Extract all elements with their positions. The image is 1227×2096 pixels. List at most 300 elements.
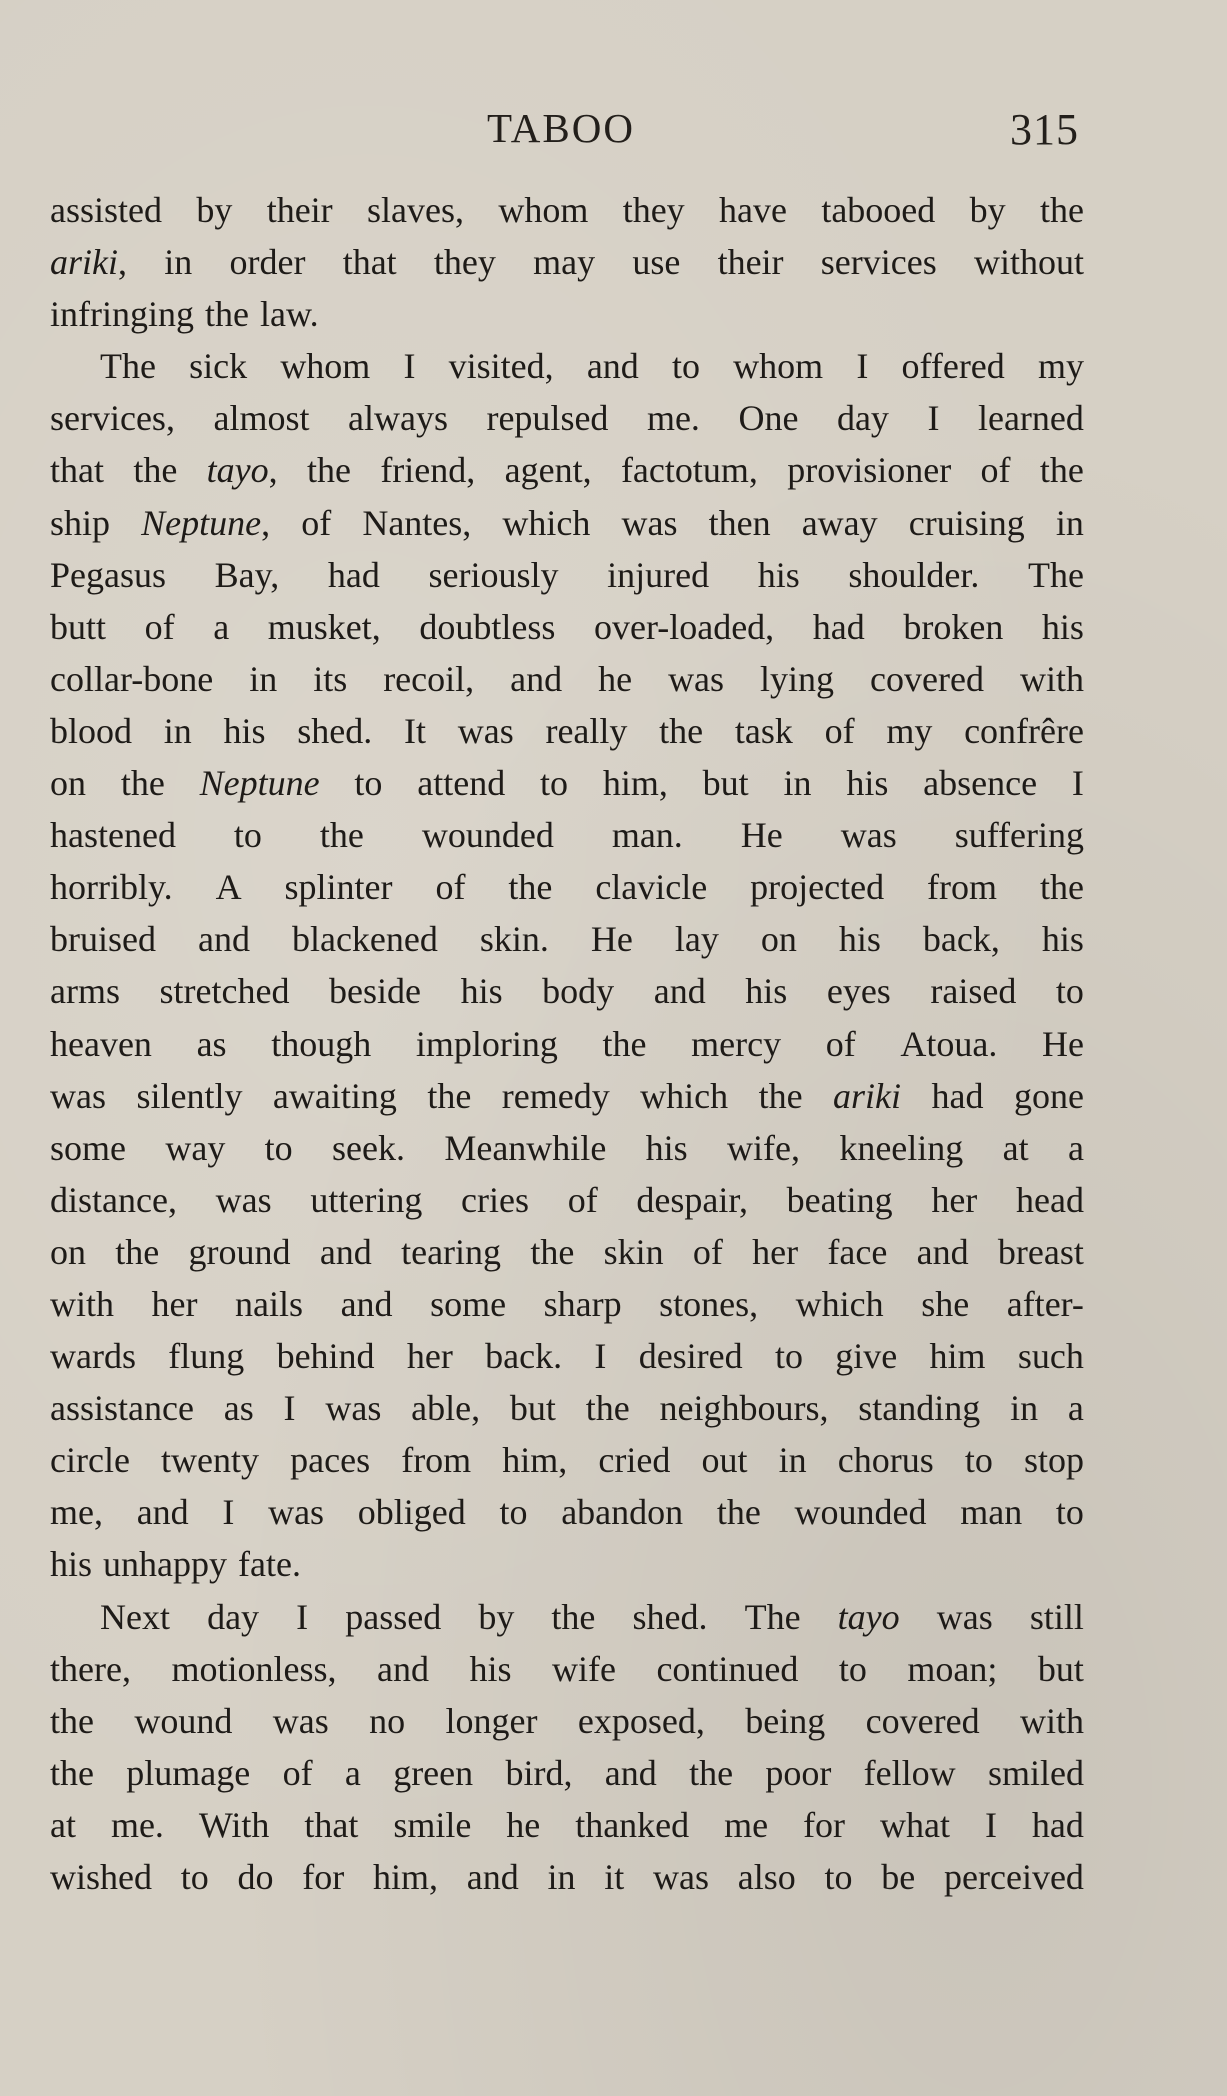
text-line: [50, 1643, 1084, 1695]
word: they: [622, 190, 685, 230]
word: to: [1055, 971, 1084, 1012]
word: they: [433, 242, 496, 283]
word: [207, 444, 278, 496]
text-line: [50, 861, 1084, 913]
word: green: [393, 1752, 474, 1793]
word: was: [668, 658, 725, 699]
word: wounded: [421, 815, 554, 856]
word: shoulder.: [848, 554, 980, 595]
word: longer: [445, 1700, 538, 1741]
word: blackened: [291, 919, 438, 960]
word: which: [640, 1075, 729, 1116]
chapter-title: TABOO: [487, 105, 635, 151]
body-text: [50, 184, 1084, 1903]
word: my: [1037, 346, 1084, 387]
word: [141, 497, 270, 549]
word: bird,: [505, 1752, 573, 1793]
word: a: [344, 1752, 361, 1793]
word: he: [598, 658, 633, 699]
word: agent,: [504, 450, 592, 491]
word: day: [207, 1596, 260, 1637]
word: with: [50, 1283, 115, 1324]
word: services,: [50, 398, 175, 439]
text-line: [50, 1278, 1084, 1330]
word: despair,: [636, 1179, 748, 1220]
word: I: [1071, 763, 1084, 804]
word: shed.: [632, 1596, 708, 1637]
word: still: [1029, 1596, 1084, 1637]
word: his: [1041, 606, 1084, 647]
word: to: [1055, 1492, 1084, 1533]
text-line: [50, 809, 1084, 861]
word: task: [734, 710, 793, 751]
word: in: [778, 1440, 807, 1481]
word: but: [1037, 1648, 1084, 1689]
word: a: [1067, 1127, 1084, 1168]
word: of: [692, 1231, 723, 1272]
word: of: [824, 710, 855, 751]
word: standing: [858, 1388, 981, 1429]
word: the: [115, 1231, 160, 1272]
word: attend: [417, 763, 506, 804]
word: Bay,: [214, 554, 280, 595]
word: was: [840, 815, 897, 856]
word: friend,: [380, 450, 476, 491]
word: he: [506, 1804, 541, 1845]
word: [838, 1591, 900, 1643]
word: wife,: [727, 1127, 800, 1168]
text-line: [50, 965, 1084, 1017]
word: doubtless: [419, 606, 556, 647]
word: though: [271, 1023, 372, 1064]
word: whom: [733, 346, 824, 387]
word: the: [602, 1023, 647, 1064]
word: for: [302, 1857, 345, 1897]
word: without: [973, 242, 1084, 283]
word: remedy: [501, 1075, 610, 1116]
word: able,: [411, 1388, 481, 1429]
word: a: [213, 606, 230, 647]
word: cries: [461, 1179, 530, 1220]
word: with: [1019, 1700, 1084, 1741]
word: of: [567, 1179, 598, 1220]
word: passed: [345, 1596, 442, 1637]
word: cried: [598, 1440, 671, 1481]
word: head: [1015, 1179, 1084, 1220]
word: may: [533, 242, 596, 283]
text-line: [50, 1018, 1084, 1070]
word: his: [1041, 919, 1084, 960]
text-line: [50, 1330, 1084, 1382]
word: back,: [922, 919, 1000, 960]
word: The: [100, 346, 156, 387]
word: [833, 1070, 901, 1122]
word: I: [296, 1596, 309, 1637]
word: on: [50, 1231, 86, 1272]
word: at: [50, 1804, 76, 1845]
word: whom: [280, 346, 371, 387]
word: her: [931, 1179, 978, 1220]
word: kneeling: [839, 1127, 964, 1168]
word: moan;: [907, 1648, 998, 1689]
word: the: [508, 867, 553, 908]
word: seek.: [332, 1127, 405, 1168]
word: wife: [551, 1648, 616, 1689]
text-line: [50, 288, 1084, 340]
word: gone: [1013, 1075, 1084, 1116]
word: was: [457, 710, 514, 751]
text-line: [50, 1122, 1084, 1174]
word: back.: [485, 1336, 563, 1377]
word: over-loaded,: [593, 606, 775, 647]
word: desired: [638, 1336, 743, 1377]
word: stretched: [159, 971, 290, 1012]
text-line: [50, 1226, 1084, 1278]
word: whom: [498, 190, 589, 230]
word: Pegasus: [50, 554, 166, 595]
word: my: [886, 710, 933, 751]
word: him,: [602, 763, 668, 804]
word: had: [327, 554, 380, 595]
word: the: [306, 450, 351, 491]
text-line: [50, 1591, 1084, 1643]
word: the: [530, 1231, 575, 1272]
word: covered: [870, 658, 984, 699]
word: I: [927, 398, 940, 439]
word: by: [969, 190, 1006, 230]
word: cruising: [908, 502, 1025, 543]
word: circle: [50, 1440, 130, 1481]
word: had: [1031, 1804, 1084, 1845]
text-line: [50, 653, 1084, 705]
word: paces: [290, 1440, 371, 1481]
punctuation: ,: [268, 450, 278, 491]
word: but: [509, 1388, 556, 1429]
word: with: [1019, 658, 1084, 699]
word: skin.: [479, 919, 549, 960]
text-line: [50, 497, 1084, 549]
word: to: [671, 346, 700, 387]
word: confrêre: [964, 710, 1084, 751]
word: give: [835, 1336, 898, 1377]
word: there,: [50, 1648, 131, 1689]
word: her: [151, 1283, 198, 1324]
word: distance,: [50, 1179, 177, 1220]
word: clavicle: [595, 867, 708, 908]
word: the: [319, 815, 364, 856]
word: way: [165, 1127, 226, 1168]
word: I: [403, 346, 416, 387]
word: the: [1039, 867, 1084, 908]
word: I: [283, 1388, 296, 1429]
word: mercy: [691, 1023, 782, 1064]
word: the: [50, 1752, 94, 1793]
word: me: [724, 1804, 769, 1845]
word: to: [824, 1857, 853, 1897]
word: the: [689, 1752, 734, 1793]
italic-word: ariki: [50, 242, 118, 283]
word: his: [645, 1127, 688, 1168]
word: in: [163, 710, 192, 751]
italic-word: ariki: [833, 1075, 902, 1116]
word: of: [301, 502, 332, 543]
text-line: [50, 1382, 1084, 1434]
word: thanked: [575, 1804, 690, 1845]
word: raised: [930, 971, 1017, 1012]
word: order: [229, 242, 306, 283]
word: smile: [393, 1804, 472, 1845]
word: awaiting: [272, 1075, 397, 1116]
word: the: [659, 710, 704, 751]
word: she: [921, 1283, 970, 1324]
page-number: 315: [1010, 105, 1079, 154]
text-line: [50, 392, 1084, 444]
word: broken: [903, 606, 1004, 647]
text-line: [50, 236, 1084, 288]
word: me,: [50, 1492, 103, 1533]
text-line: [50, 184, 1084, 236]
word: I: [984, 1804, 997, 1845]
word: was: [621, 502, 678, 543]
word: to: [354, 763, 383, 804]
word: I: [856, 346, 869, 387]
word: plumage: [126, 1752, 251, 1793]
word: obliged: [357, 1492, 466, 1533]
word: the: [120, 763, 165, 804]
word: it: [604, 1857, 625, 1897]
word: services: [820, 242, 937, 283]
word: in: [1010, 1388, 1039, 1429]
word: was: [653, 1857, 710, 1897]
word: in: [164, 242, 193, 283]
word: uttering: [310, 1179, 423, 1220]
word: then: [708, 502, 771, 543]
word: smiled: [987, 1752, 1084, 1793]
word: was: [215, 1179, 272, 1220]
word: provisioner: [787, 450, 952, 491]
word: his: [846, 763, 889, 804]
word: [50, 236, 127, 288]
word: face: [827, 1231, 888, 1272]
text-line: [50, 913, 1084, 965]
word: but: [702, 763, 749, 804]
word: such: [1017, 1336, 1084, 1377]
word: almost: [213, 398, 310, 439]
word: Atoua.: [900, 1023, 998, 1064]
word: wound: [134, 1700, 233, 1741]
word: arms: [50, 971, 120, 1012]
word: of: [282, 1752, 313, 1793]
word: of: [144, 606, 175, 647]
word: ship: [50, 502, 111, 543]
italic-word: Neptune: [199, 763, 320, 804]
word: in: [1055, 502, 1084, 543]
word: wards: [50, 1336, 136, 1377]
word: collar-bone: [50, 658, 214, 699]
text-line: [50, 1747, 1084, 1799]
word: of: [980, 450, 1011, 491]
word: his: [469, 1648, 512, 1689]
word: me.: [646, 398, 700, 439]
word: and: [466, 1857, 519, 1897]
word: silently: [136, 1075, 243, 1116]
word: nails: [235, 1283, 304, 1324]
running-head: [0, 98, 1227, 158]
text-line: [50, 1695, 1084, 1747]
word: The: [1028, 554, 1084, 595]
word: covered: [865, 1700, 980, 1741]
word: stones,: [659, 1283, 759, 1324]
word: and: [136, 1492, 189, 1533]
word: him,: [373, 1857, 439, 1897]
word: in: [249, 658, 278, 699]
word: skin: [603, 1231, 664, 1272]
word: imploring: [415, 1023, 558, 1064]
word: being: [745, 1700, 826, 1741]
word: was: [268, 1492, 325, 1533]
word: exposed,: [577, 1700, 705, 1741]
word: from: [401, 1440, 472, 1481]
word: splinter: [284, 867, 393, 908]
word: that: [304, 1804, 359, 1845]
word: the: [427, 1075, 472, 1116]
word: of: [435, 867, 466, 908]
word: day: [836, 398, 889, 439]
word: behind: [276, 1336, 375, 1377]
word: fellow: [863, 1752, 956, 1793]
word: tearing: [401, 1231, 502, 1272]
italic-word: Neptune: [141, 502, 262, 543]
word: its: [313, 658, 348, 699]
text-line: [50, 1070, 1084, 1122]
word: which: [502, 502, 591, 543]
word: had: [812, 606, 865, 647]
word: away: [801, 502, 878, 543]
word: abandon: [561, 1492, 684, 1533]
text-line: [50, 1538, 1084, 1590]
text-line: [50, 549, 1084, 601]
word: butt: [50, 606, 107, 647]
word: that: [50, 450, 104, 491]
word: heaven: [50, 1023, 152, 1064]
word: her: [406, 1336, 453, 1377]
word: assistance: [50, 1388, 194, 1429]
word: her: [752, 1231, 799, 1272]
word: the: [585, 1388, 630, 1429]
word: seriously: [428, 554, 559, 595]
word: recoil,: [383, 658, 475, 699]
word: what: [880, 1804, 950, 1845]
word: as: [223, 1388, 254, 1429]
word: his: [838, 919, 881, 960]
word: beating: [786, 1179, 893, 1220]
word: at: [1002, 1127, 1029, 1168]
word: for: [803, 1804, 846, 1845]
word: to: [180, 1857, 209, 1897]
word: as: [196, 1023, 227, 1064]
punctuation: ,: [261, 502, 271, 543]
word: was: [272, 1700, 329, 1741]
word: after-: [1006, 1283, 1084, 1324]
word: always: [347, 398, 448, 439]
word: in: [547, 1857, 576, 1897]
word: the: [1039, 450, 1084, 491]
word: Next: [100, 1596, 170, 1637]
word: which: [795, 1283, 884, 1324]
word: to: [264, 1127, 293, 1168]
word: assisted: [50, 190, 162, 230]
word: some: [430, 1283, 507, 1324]
word: by: [478, 1596, 515, 1637]
word: out: [701, 1440, 748, 1481]
word: and: [586, 346, 639, 387]
word: learned: [977, 398, 1084, 439]
word: his: [745, 971, 788, 1012]
word: factotum,: [620, 450, 758, 491]
word: of: [825, 1023, 856, 1064]
word: to: [233, 815, 262, 856]
word: chorus: [837, 1440, 934, 1481]
word: injured: [607, 554, 710, 595]
word: their: [717, 242, 784, 283]
word: and: [510, 658, 563, 699]
word: really: [545, 710, 628, 751]
word: [200, 757, 320, 809]
word: his: [757, 554, 800, 595]
word: lay: [674, 919, 719, 960]
word: do: [237, 1857, 274, 1897]
word: no: [369, 1700, 406, 1741]
word: tabooed: [821, 190, 936, 230]
word: Nantes,: [362, 502, 472, 543]
word: was: [50, 1075, 106, 1116]
text-line: [50, 444, 1084, 496]
text-line: [50, 1851, 1084, 1903]
word: that: [342, 242, 397, 283]
word: the: [133, 450, 178, 491]
word: suffering: [954, 815, 1084, 856]
word: to: [499, 1492, 528, 1533]
word: It: [403, 710, 426, 751]
text-line: [50, 340, 1084, 392]
word: infringing: [50, 294, 194, 335]
word: by: [196, 190, 233, 230]
word: flung: [168, 1336, 245, 1377]
word: musket,: [267, 606, 381, 647]
word: twenty: [161, 1440, 260, 1481]
text-line: [50, 601, 1084, 653]
word: visited,: [448, 346, 554, 387]
word: the: [204, 294, 249, 335]
text-line: [50, 705, 1084, 757]
word: Meanwhile: [444, 1127, 607, 1168]
word: have: [719, 190, 787, 230]
word: repulsed: [486, 398, 609, 439]
word: With: [198, 1804, 270, 1845]
word: on: [760, 919, 797, 960]
italic-word: tayo: [206, 450, 269, 491]
word: He: [590, 919, 633, 960]
word: be: [881, 1857, 916, 1897]
word: from: [927, 867, 998, 908]
italic-word: tayo: [837, 1596, 900, 1637]
word: also: [737, 1857, 796, 1897]
word: sick: [189, 346, 248, 387]
word: law.: [259, 294, 319, 335]
word: him,: [502, 1440, 568, 1481]
text-line: [50, 1434, 1084, 1486]
word: man: [960, 1492, 1023, 1533]
